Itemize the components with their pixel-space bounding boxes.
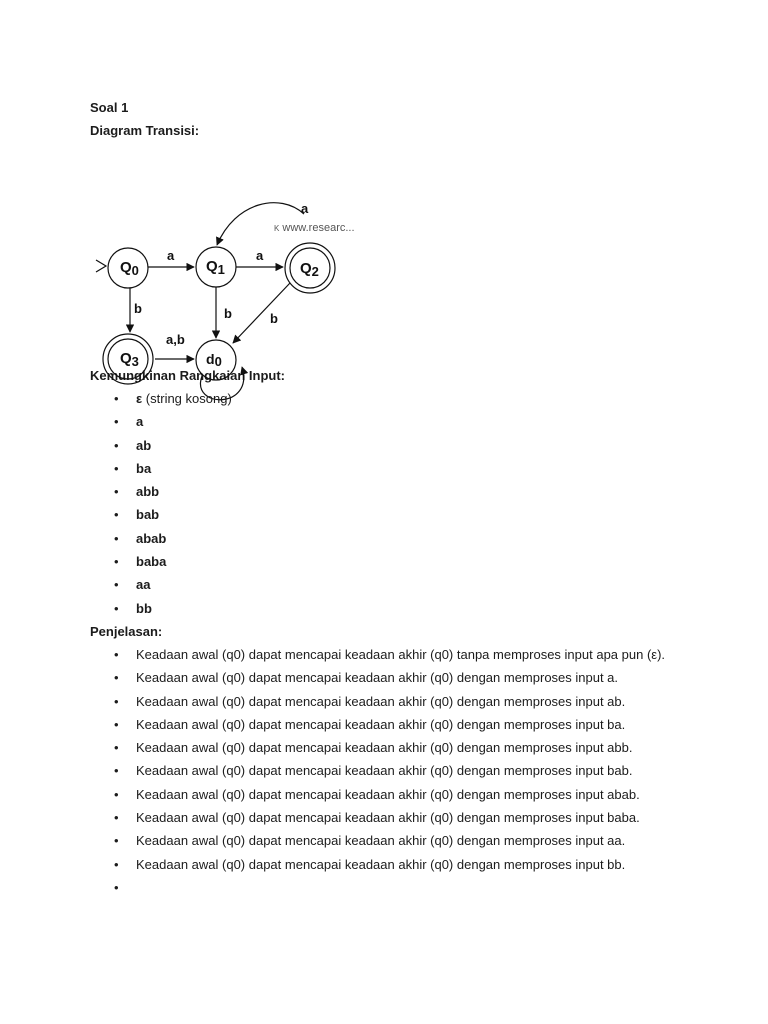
state-q0-label: Q0 — [120, 259, 139, 278]
state-d0-label: d0 — [206, 351, 222, 369]
list-item: • ε (string kosong) — [90, 387, 690, 410]
list-item: • a — [90, 410, 690, 433]
edge-label-q1-q2: a — [256, 248, 264, 263]
explanation-heading: Penjelasan: — [90, 623, 163, 639]
list-item: • bab — [90, 503, 690, 526]
transition-diagram — [90, 147, 360, 369]
explanation-list — [90, 643, 690, 899]
list-item: • Keadaan awal (q0) dapat mencapai keadaan akhir (q0) tanpa memproses input apa pun (ε). — [90, 643, 690, 666]
inputs-list — [90, 387, 690, 620]
edge-label-q2-d0: b — [270, 311, 278, 326]
state-q2-label: Q2 — [300, 260, 319, 279]
list-item: • Keadaan awal (q0) dapat mencapai keadaan akhir (q0) dengan memproses input ba. — [90, 713, 690, 736]
list-item: • Keadaan awal (q0) dapat mencapai keadaan akhir (q0) dengan memproses input bab. — [90, 759, 690, 782]
list-item: • abab — [90, 527, 690, 550]
list-item: • Keadaan awal (q0) dapat mencapai keadaan akhir (q0) dengan memproses input a. — [90, 666, 690, 689]
list-item: • ba — [90, 457, 690, 480]
list-item: • Keadaan awal (q0) dapat mencapai keadaan akhir (q0) dengan memproses input bb. — [90, 853, 690, 876]
list-item: • Keadaan awal (q0) dapat mencapai keadaan akhir (q0) dengan memproses input aa. — [90, 829, 690, 852]
edge-q2-d0 — [233, 283, 290, 343]
section-title: Soal 1 — [90, 100, 129, 115]
inputs-heading: Kemungkinan Rangkaian Input: — [90, 368, 286, 383]
document-body — [90, 96, 690, 899]
list-item: • Keadaan awal (q0) dapat mencapai keadaan akhir (q0) dengan memproses input baba. — [90, 806, 690, 829]
start-arrow — [96, 260, 106, 272]
list-item: • bb — [90, 597, 690, 620]
list-item: • aa — [90, 573, 690, 596]
list-item: • Keadaan awal (q0) dapat mencapai keadaan akhir (q0) dengan memproses input abb. — [90, 736, 690, 759]
edge-label-q1-d0: b — [224, 306, 232, 321]
edge-label-q2-q1: a — [301, 201, 309, 216]
edge-label-q0-q1: a — [167, 248, 175, 263]
list-item: • Keadaan awal (q0) dapat mencapai keadaan akhir (q0) dengan memproses input abab. — [90, 783, 690, 806]
diagram-heading: Diagram Transisi: — [90, 123, 200, 138]
state-q1-label: Q1 — [206, 258, 225, 277]
state-q3-label: Q3 — [120, 350, 139, 369]
list-item: • ab — [90, 434, 690, 457]
edge-label-q3-d0: a,b — [166, 332, 185, 347]
list-item-empty — [90, 876, 690, 899]
transition-diagram-svg — [90, 147, 360, 369]
list-item: • baba — [90, 550, 690, 573]
watermark-text: K www.researc... — [274, 222, 355, 234]
list-item: • abb — [90, 480, 690, 503]
edge-label-q0-q3: b — [134, 301, 142, 316]
list-item: • Keadaan awal (q0) dapat mencapai keadaan akhir (q0) dengan memproses input ab. — [90, 690, 690, 713]
